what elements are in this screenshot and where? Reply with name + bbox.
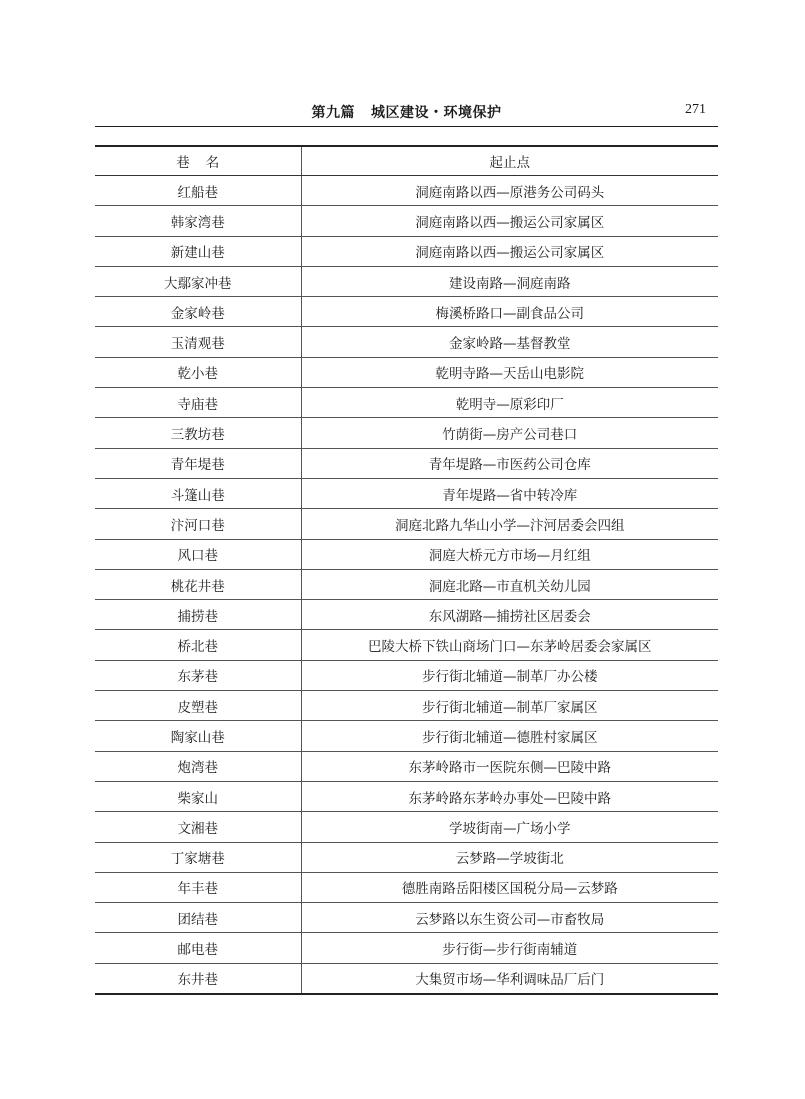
alley-range-cell: 洞庭南路以西—搬运公司家属区 [301,206,718,236]
table-row [95,691,718,721]
alley-name-cell: 寺庙巷 [95,388,301,418]
alley-range-cell: 乾明寺—原彩印厂 [301,388,718,418]
table-row [95,176,718,206]
alley-name-cell: 东茅巷 [95,660,301,690]
alley-range-cell: 学坡街南—广场小学 [301,812,718,842]
column-header-range: 起止点 [301,146,718,176]
table-row [95,781,718,811]
alley-table [95,145,718,995]
table-row [95,963,718,994]
alley-range-cell: 巴陵大桥下铁山商场门口—东茅岭居委会家属区 [301,630,718,660]
alley-name-cell: 东井巷 [95,963,301,994]
alley-range-cell: 步行街北辅道—制革厂办公楼 [301,660,718,690]
table-row [95,872,718,902]
alley-range-cell: 乾明寺路—天岳山电影院 [301,357,718,387]
table-row [95,236,718,266]
table-row [95,327,718,357]
alley-range-cell: 德胜南路岳阳楼区国税分局—云梦路 [301,872,718,902]
alley-range-cell: 洞庭北路—市直机关幼儿园 [301,569,718,599]
alley-range-cell: 东风湖路—捕捞社区居委会 [301,600,718,630]
alley-name-cell: 炮湾巷 [95,751,301,781]
table-row [95,903,718,933]
alley-range-cell: 梅溪桥路口—副食品公司 [301,297,718,327]
table-row [95,266,718,296]
alley-range-cell: 云梦路—学坡街北 [301,842,718,872]
alley-name-cell: 皮塑巷 [95,691,301,721]
table-row [95,721,718,751]
alley-range-cell: 金家岭路—基督教堂 [301,327,718,357]
table-row [95,812,718,842]
alley-range-cell: 洞庭南路以西—搬运公司家属区 [301,236,718,266]
table-row [95,478,718,508]
table-row [95,539,718,569]
alley-name-cell: 韩家湾巷 [95,206,301,236]
table-row [95,357,718,387]
alley-range-cell: 青年堤路—省中转冷库 [301,478,718,508]
alley-range-cell: 大集贸市场—华利调味品厂后门 [415,972,605,989]
alley-range-cell: 竹荫街—房产公司巷口 [301,418,718,448]
alley-range-cell: 洞庭南路以西—原港务公司码头 [301,176,718,206]
alley-name-cell: 风口巷 [95,539,301,569]
table-row [95,509,718,539]
alley-name-cell: 斗篷山巷 [95,478,301,508]
alley-name-cell: 桥北巷 [95,630,301,660]
page-header [95,100,718,127]
table-row [95,660,718,690]
alley-table-container [95,145,718,995]
alley-range-cell: 步行街北辅道—德胜村家属区 [301,721,718,751]
page-number: 271 [685,102,706,117]
alley-name-cell: 团结巷 [95,903,301,933]
alley-range-cell: 云梦路以东生资公司—市畜牧局 [301,903,718,933]
alley-name-cell: 汴河口巷 [95,509,301,539]
alley-name-cell: 红船巷 [95,176,301,206]
alley-range-cell: 步行街北辅道—制革厂家属区 [301,691,718,721]
chapter-title: 城区建设・环境保护 [371,105,502,121]
table-row [95,630,718,660]
table-header-row [95,146,718,176]
table-row [95,569,718,599]
alley-name-cell: 柴家山 [95,781,301,811]
alley-name-cell: 乾小巷 [95,357,301,387]
alley-name-cell: 大鄢家冲巷 [95,266,301,296]
alley-name-cell: 邮电巷 [95,933,301,963]
table-row [95,297,718,327]
table-row [95,448,718,478]
alley-name-cell: 桃花井巷 [95,569,301,599]
alley-range-cell: 青年堤路—市医药公司仓库 [301,448,718,478]
part-label: 第九篇 [311,105,355,121]
table-body [95,176,718,995]
alley-name-cell: 捕捞巷 [95,600,301,630]
table-row [95,206,718,236]
running-head [95,102,718,122]
alley-range-cell: 东茅岭路市一医院东侧—巴陵中路 [301,751,718,781]
table-row [95,933,718,963]
alley-name-cell: 丁家塘巷 [95,842,301,872]
alley-name-cell: 文湘巷 [95,812,301,842]
table-row [95,600,718,630]
alley-name-cell: 陶家山巷 [95,721,301,751]
alley-name-cell: 青年堤巷 [95,448,301,478]
table-row [95,842,718,872]
alley-name-cell: 年丰巷 [95,872,301,902]
alley-name-cell: 金家岭巷 [95,297,301,327]
table-row [95,418,718,448]
alley-name-cell: 三教坊巷 [95,418,301,448]
alley-name-cell: 玉清观巷 [95,327,301,357]
column-header-name: 巷名 [95,146,301,176]
alley-range-cell: 步行街—步行街南辅道 [301,933,718,963]
alley-range-cell: 东茅岭路东茅岭办事处—巴陵中路 [301,781,718,811]
alley-range-cell: 洞庭北路九华山小学—汴河居委会四组 [301,509,718,539]
alley-name-cell: 新建山巷 [95,236,301,266]
table-row [95,388,718,418]
alley-range-cell: 洞庭大桥元方市场—月红组 [301,539,718,569]
alley-range-cell: 建设南路—洞庭南路 [301,266,718,296]
table-row [95,751,718,781]
